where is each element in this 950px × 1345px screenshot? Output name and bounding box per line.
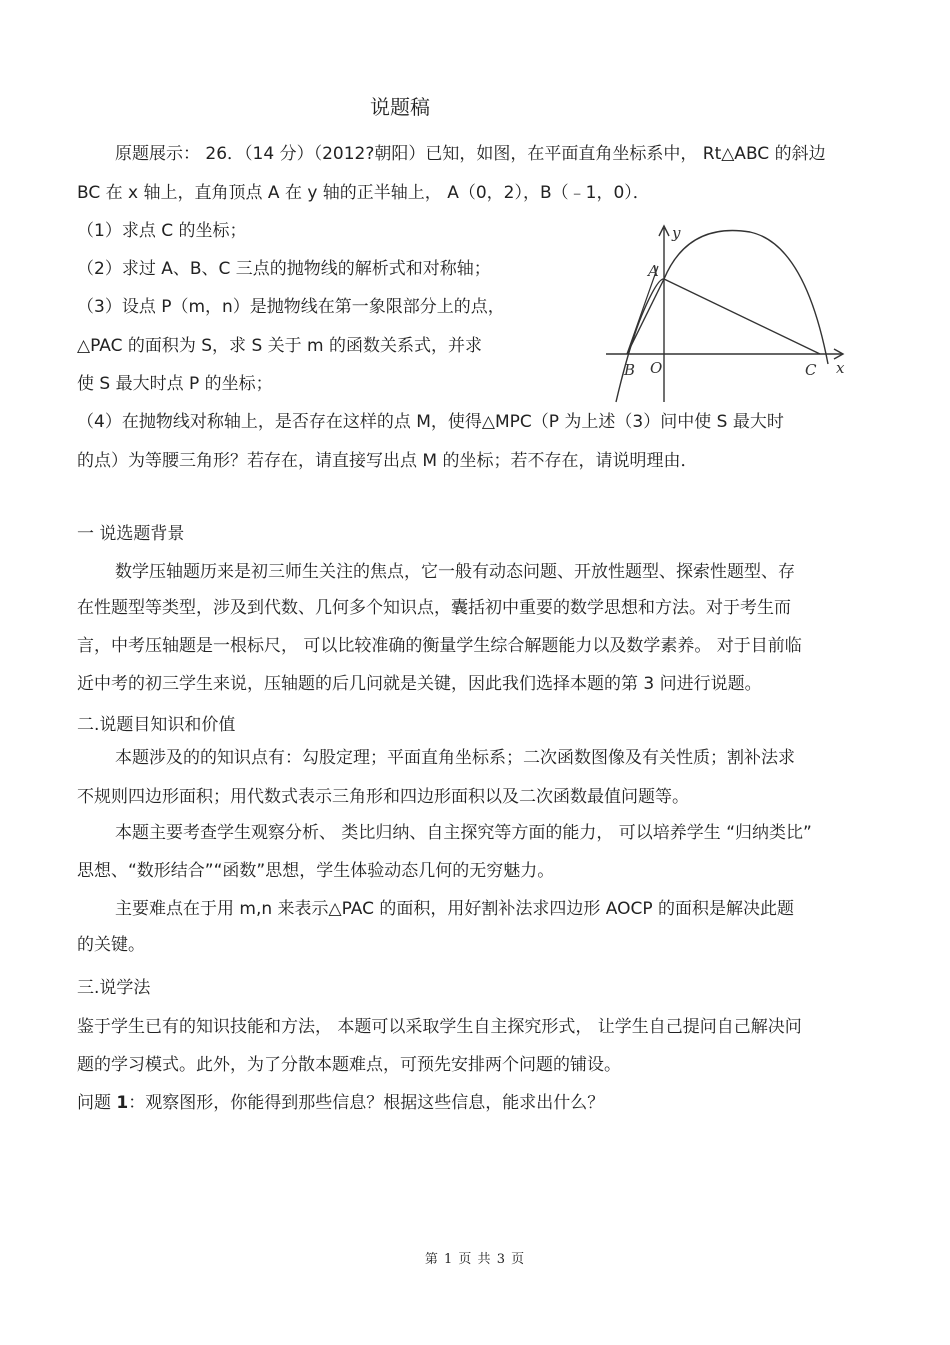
section-1-paragraph-line-3: 言，中考压轴题是一根标尺， 可以比较准确的衡量学生综合解题能力以及数学素养。 对于目前临: [77, 636, 802, 656]
question-1: （1）求点 C 的坐标；: [77, 221, 247, 241]
section-2-paragraph-line-3: 本题主要考查学生观察分析、 类比归纳、自主探究等方面的能力， 可以培养学生 “归纳类比”: [115, 823, 812, 843]
section-1-heading: 一 说选题背景: [77, 524, 185, 544]
section-3-paragraph-line-2: 题的学习模式。此外，为了分散本题难点，可预先安排两个问题的铺设。: [77, 1055, 621, 1075]
section-2-paragraph-line-4: 思想、“数形结合”“函数”思想，学生体验动态几何的无穷魅力。: [77, 861, 555, 881]
question-4-line-1: （4）在抛物线对称轴上，是否存在这样的点 M，使得△MPC（P 为上述（3）问中使 S 最大时: [77, 412, 784, 432]
section-2-paragraph-line-2: 不规则四边形面积；用代数式表示三角形和四边形面积以及二次函数最值问题等。: [77, 787, 689, 807]
section-1-paragraph-line-4: 近中考的初三学生来说，压轴题的后几问就是关键，因此我们选择本题的第 3 问进行说题。: [77, 674, 762, 694]
question-prefix: 问题: [77, 1093, 117, 1113]
label-a: A: [648, 262, 659, 280]
question-line: [77, 1092, 604, 1114]
segment-b-a: [627, 279, 664, 354]
question-number: 1: [116, 1093, 129, 1113]
section-1-paragraph-line-2: 在性题型等类型，涉及到代数、几何多个知识点，囊括初中重要的数学思想和方法。对于考生而: [77, 598, 791, 618]
question-text: ：观察图形，你能得到那些信息？根据这些信息，能求出什么？: [128, 1093, 605, 1113]
section-3-heading: 三.说学法: [77, 978, 151, 998]
question-3-line-2: △PAC 的面积为 S，求 S 关于 m 的函数关系式，并求: [77, 336, 483, 356]
problem-line-2: BC 在 x 轴上，直角顶点 A 在 y 轴的正半轴上， A（0，2），B（﹣1，0）．: [77, 183, 650, 203]
section-2-paragraph-line-6: 的关键。: [77, 935, 145, 955]
parabola-curve: [616, 231, 828, 402]
segment-a-c: [664, 279, 820, 354]
label-y: y: [672, 224, 681, 242]
section-2-heading: 二.说题目知识和价值: [77, 715, 236, 735]
question-3-line-3: 使 S 最大时点 P 的坐标；: [77, 374, 273, 394]
label-x: x: [836, 359, 845, 377]
problem-line-1: 原题展示： 26．（14 分）（2012?朝阳）已知，如图，在平面直角坐标系中， Rt△ABC 的斜边: [115, 144, 826, 164]
section-2-paragraph-line-5: 主要难点在于用 m,n 来表示△PAC 的面积，用好割补法求四边形 AOCP 的面积是解决此题: [115, 899, 795, 919]
label-c: C: [805, 361, 817, 379]
question-2: （2）求过 A、B、C 三点的抛物线的解析式和对称轴；: [77, 259, 491, 279]
question-4-line-2: 的点）为等腰三角形？若存在，请直接写出点 M 的坐标；若不存在，请说明理由．: [77, 451, 698, 471]
section-2-paragraph-line-1: 本题涉及的的知识点有：勾股定理；平面直角坐标系；二次函数图像及有关性质；割补法求: [115, 748, 795, 768]
page-footer: 第 1 页 共 3 页: [424, 1252, 526, 1267]
section-1-paragraph-line-1: 数学压轴题历来是初三师生关注的焦点，它一般有动态问题、开放性题型、探索性题型、存: [115, 562, 795, 582]
page-title: 说题稿: [370, 95, 430, 119]
label-o: O: [650, 359, 663, 377]
label-b: B: [624, 361, 636, 379]
section-3-paragraph-line-1: 鉴于学生已有的知识技能和方法， 本题可以采取学生自主探究形式， 让学生自己提问自己解决问: [77, 1017, 802, 1037]
question-3-line-1: （3）设点 P（m，n）是抛物线在第一象限部分上的点，: [77, 297, 505, 317]
problem-figure: [600, 222, 860, 407]
